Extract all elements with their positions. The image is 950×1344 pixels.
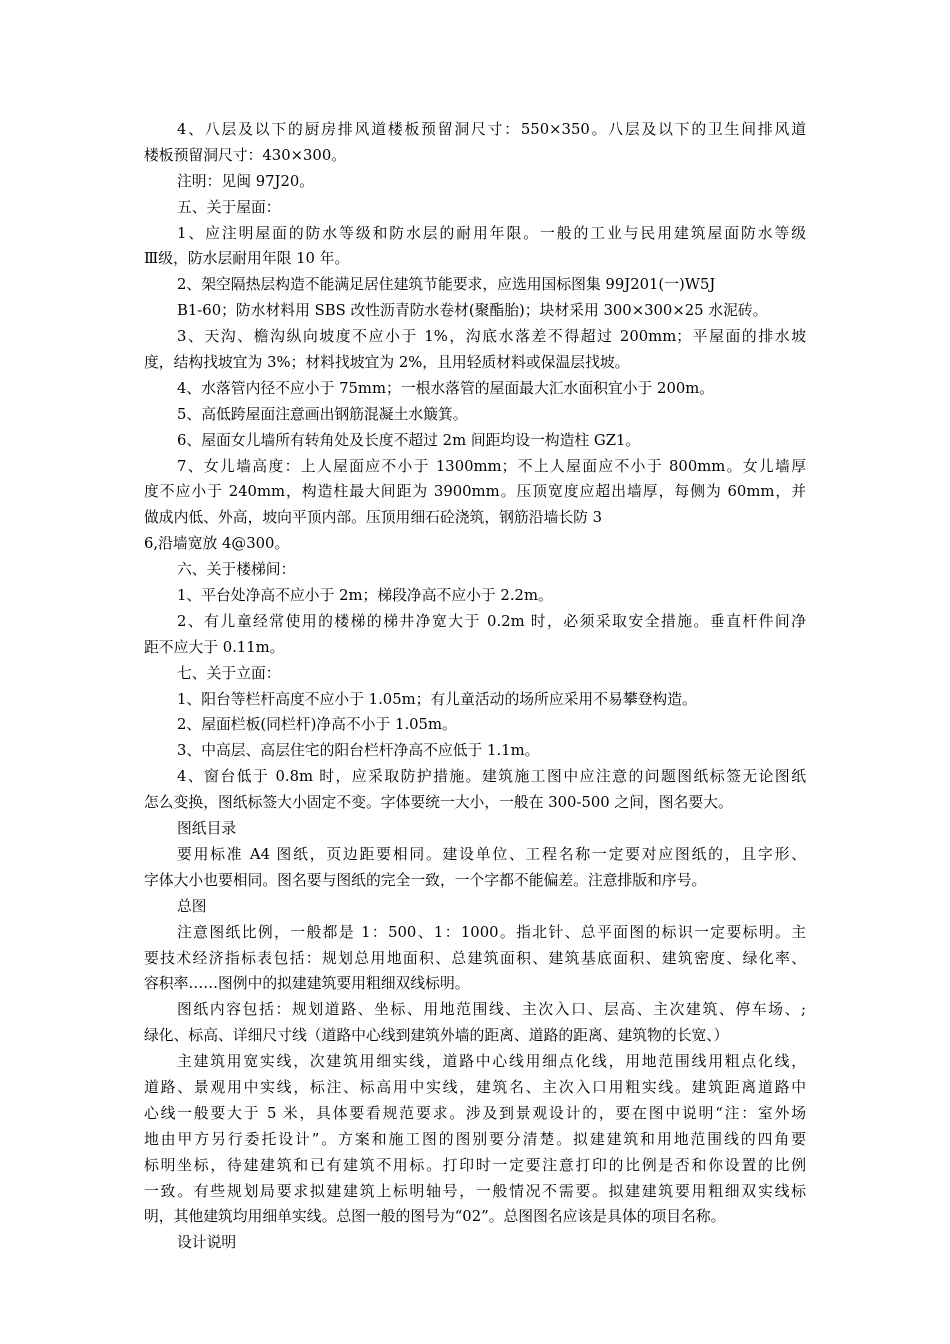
- text-line: 注意图纸比例，一般都是 1：500、1：1000。指北针、总平面图的标识一定要标明。主: [177, 923, 806, 941]
- text-line: 容积率……图例中的拟建建筑要用粗细双线标明。: [144, 975, 470, 993]
- text-line: 3、中高层、高层住宅的阳台栏杆净高不应低于 1.1m。: [177, 742, 540, 760]
- text-line: 2、架空隔热层构造不能满足居住建筑节能要求，应选用国标图集 99J201(一)W5J: [177, 276, 716, 294]
- section-heading: 六、关于楼梯间：: [177, 561, 296, 579]
- text-line: 7、女儿墙高度：上人屋面应不小于 1300mm；不上人屋面应不小于 800mm。女儿墙厚: [177, 457, 806, 475]
- text-line: 1、应注明屋面的防水等级和防水层的耐用年限。一般的工业与民用建筑屋面防水等级: [177, 224, 806, 242]
- text-line: 要用标准 A4 图纸，页边距要相同。建设单位、工程名称一定要对应图纸的，且字形、: [177, 845, 806, 863]
- section-heading: 图纸目录: [177, 820, 237, 838]
- text-line: 明，其他建筑均用细单实线。总图一般的图号为“02”。总图图名应该是具体的项目名称。: [144, 1208, 726, 1226]
- text-line: 1、阳台等栏杆高度不应小于 1.05m；有儿童活动的场所应采用不易攀登构造。: [177, 690, 697, 708]
- section-heading: 七、关于立面：: [177, 664, 281, 682]
- text-line: 2、屋面栏板(同栏杆)净高不小于 1.05m。: [177, 716, 457, 734]
- text-line: 4、八层及以下的厨房排风道楼板预留洞尺寸：550×350。八层及以下的卫生间排风道: [177, 121, 806, 138]
- text-line: 距不应大于 0.11m。: [144, 638, 285, 656]
- text-line: 5、高低跨屋面注意画出钢筋混凝土水簸箕。: [177, 405, 468, 423]
- text-line: 图纸内容包括：规划道路、坐标、用地范围线、主次入口、层高、主次建筑、停车场、;: [177, 1001, 806, 1019]
- text-line: 度，结构找坡宜为 3%；材料找坡宜为 2%，且用轻质材料或保温层找坡。: [144, 354, 630, 372]
- text-line: 主建筑用宽实线，次建筑用细实线，道路中心线用细点化线，用地范围线用粗点化线，: [177, 1053, 806, 1071]
- text-line: Ⅲ级，防水层耐用年限 10 年。: [144, 250, 350, 268]
- text-line: 标明坐标，待建建筑和已有建筑不用标。打印时一定要注意打印的比例是否和你设置的比例: [144, 1156, 806, 1174]
- text-line: 绿化、标高、详细尺寸线（道路中心线到建筑外墙的距离、道路的距离、建筑物的长宽、）: [144, 1027, 729, 1045]
- text-line: 楼板预留洞尺寸：430×300。: [144, 146, 347, 164]
- text-line: 3、天沟、檐沟纵向坡度不应小于 1%，沟底水落差不得超过 200mm；平屋面的排水坡: [177, 328, 806, 346]
- text-line: 心线一般要大于 5 米，具体要看规范要求。涉及到景观设计的，要在图中说明“注：室外场: [144, 1104, 806, 1122]
- text-line: 2、有儿童经常使用的楼梯的梯井净宽大于 0.2m 时，必须采取安全措施。垂直杆件间净: [177, 612, 806, 630]
- text-line: 6,沿墙宽放 4@300。: [144, 535, 290, 553]
- text-line: 注明：见闽 97J20。: [177, 172, 315, 190]
- text-line: 4、水落管内径不应小于 75mm；一根水落管的屋面最大汇水面积宜小于 200m。: [177, 379, 715, 397]
- text-line: 字体大小也要相同。图名要与图纸的完全一致，一个字都不能偏差。注意排版和序号。: [144, 871, 707, 889]
- text-line: 要技术经济指标表包括：规划总用地面积、总建筑面积、建筑基底面积、建筑密度、绿化率、: [144, 949, 806, 967]
- text-line: 1、平台处净高不应小于 2m；梯段净高不应小于 2.2m。: [177, 587, 553, 605]
- text-line: 地由甲方另行委托设计”。方案和施工图的图别要分清楚。拟建建筑和用地范围线的四角要: [144, 1130, 806, 1148]
- text-line: 道路、景观用中实线，标注、标高用中实线，建筑名、主次入口用粗实线。建筑距离道路中: [144, 1078, 806, 1096]
- text-line: 4、窗台低于 0.8m 时，应采取防护措施。建筑施工图中应注意的问题图纸标签无论图纸: [177, 768, 806, 786]
- section-heading: 总图: [177, 897, 207, 915]
- text-line: 一致。有些规划局要求拟建建筑上标明轴号，一般情况不需要。拟建建筑要用粗细双实线标: [144, 1182, 806, 1200]
- text-line: B1-60；防水材料用 SBS 改性沥青防水卷材(聚酯胎)；块材采用 300×300×25 水泥砖。: [177, 302, 768, 320]
- text-line: 6、屋面女儿墙所有转角处及长度不超过 2m 间距均设一构造柱 GZ1。: [177, 431, 641, 449]
- text-line: 做成内低、外高，坡向平顶内部。压顶用细石砼浇筑，钢筋沿墙长防 3: [144, 509, 603, 527]
- section-heading: 设计说明: [177, 1234, 237, 1252]
- text-line: 度不应小于 240mm，构造柱最大间距为 3900mm。压顶宽度应超出墙厚，每侧为 60mm，并: [144, 483, 806, 501]
- text-line: 怎么变换，图纸标签大小固定不变。字体要统一大小，一般在 300-500 之间，图名要大。: [144, 794, 733, 812]
- section-heading: 五、关于屋面：: [177, 198, 281, 216]
